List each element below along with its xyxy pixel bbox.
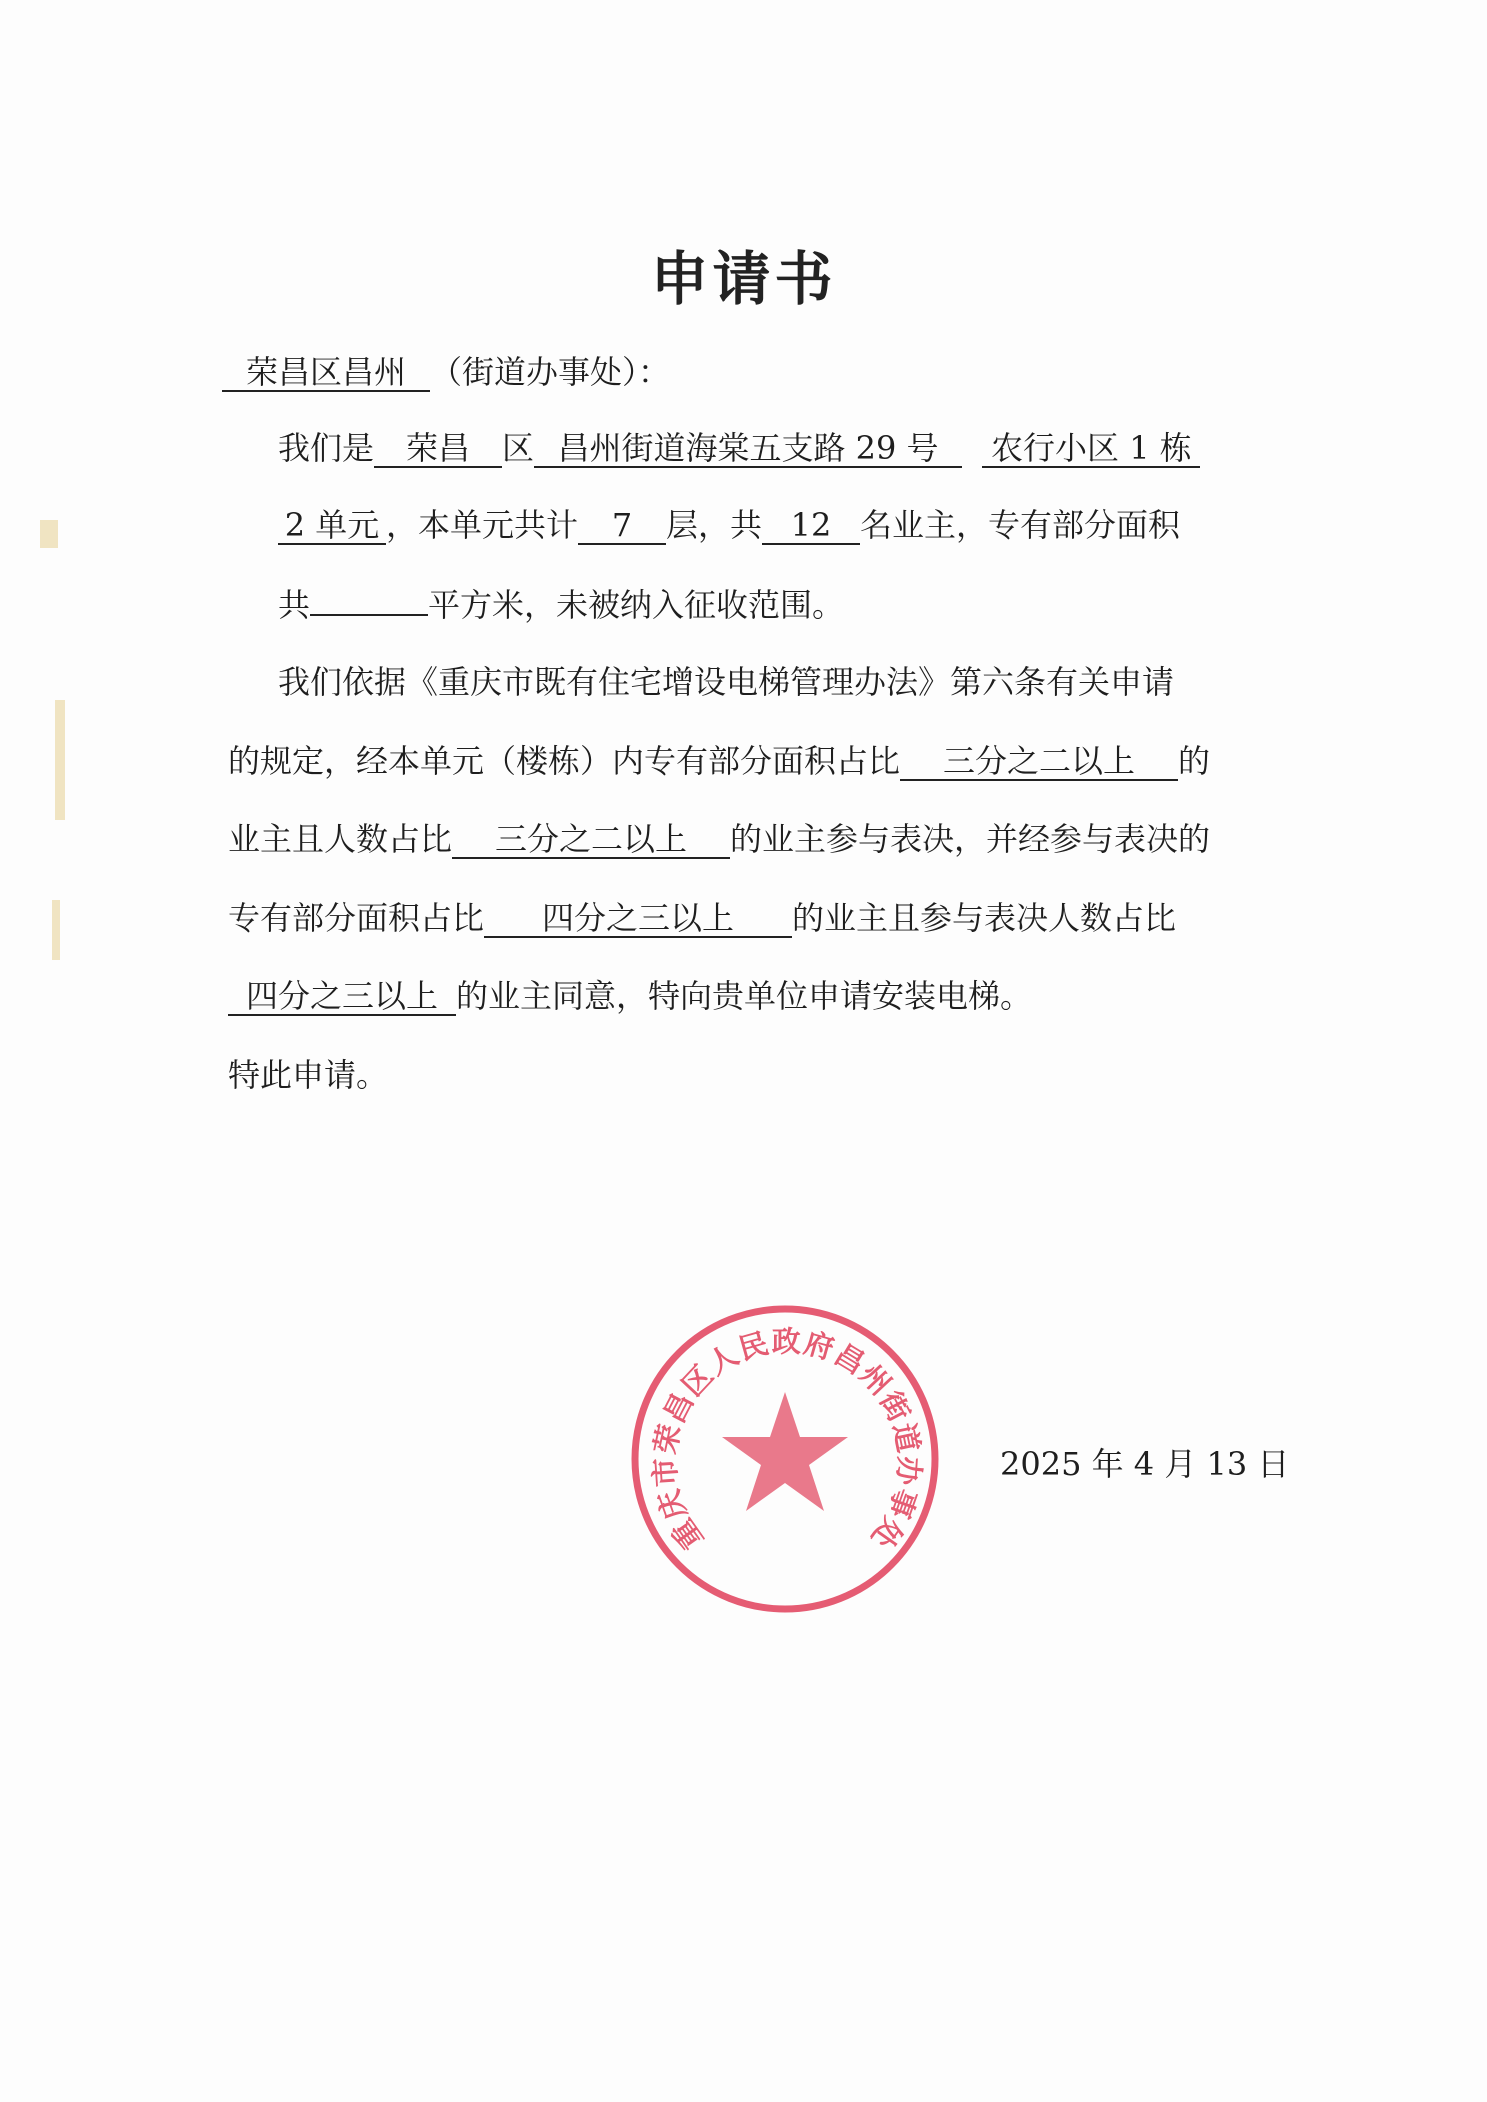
community-field: 农行小区 1 栋 xyxy=(982,430,1200,468)
p2-line3-prefix: 业主且人数占比 xyxy=(228,820,453,858)
p1-prefix: 我们是 xyxy=(278,429,375,467)
paragraph1-line1 xyxy=(278,428,1200,468)
addressee-suffix: （街道办事处）： xyxy=(430,353,671,391)
vote-people-ratio-field: 四分之三以上 xyxy=(228,978,456,1016)
area-prefix: 共 xyxy=(278,586,311,624)
paragraph1-line2 xyxy=(278,505,1180,545)
document-date: 2025 年 4 月 13 日 xyxy=(1000,1445,1290,1483)
paragraph2-line4 xyxy=(228,898,1176,938)
people-ratio-field: 三分之二以上 xyxy=(452,821,730,859)
addressee-name: 荣昌区昌州 xyxy=(222,354,430,392)
area-suffix: 平方米，未被纳入征收范围。 xyxy=(428,586,845,624)
paragraph2-line2 xyxy=(228,741,1210,781)
document-title: 申请书 xyxy=(650,245,837,313)
district-field: 荣昌 xyxy=(374,430,502,468)
scan-speck xyxy=(55,700,65,820)
area-ratio-field: 三分之二以上 xyxy=(900,743,1178,781)
vote-area-ratio-field: 四分之三以上 xyxy=(484,900,792,938)
closing-line: 特此申请。 xyxy=(228,1056,389,1094)
p2-line2-suffix: 的 xyxy=(1178,742,1211,780)
paragraph2-line3 xyxy=(228,819,1210,859)
scan-speck xyxy=(40,520,58,548)
paragraph1-line3 xyxy=(278,585,844,625)
owners-suffix: 名业主，专有部分面积 xyxy=(860,506,1181,544)
paragraph2-line5 xyxy=(228,976,1032,1016)
p2-line2-prefix: 的规定，经本单元（楼栋）内专有部分面积占比 xyxy=(228,742,901,780)
seal-star-icon xyxy=(722,1392,848,1511)
official-seal xyxy=(628,1302,942,1616)
paragraph2-line1 xyxy=(278,662,1174,702)
district-suffix: 区 xyxy=(502,429,535,467)
unit-field: 2 单元 xyxy=(278,507,386,545)
p2-line4-prefix: 专有部分面积占比 xyxy=(228,899,485,937)
floors-field: 7 xyxy=(578,507,666,545)
p2-line3-suffix: 的业主参与表决，并经参与表决的 xyxy=(730,820,1211,858)
area-field xyxy=(310,614,428,616)
p2-line5-suffix: 的业主同意，特向贵单位申请安装电梯。 xyxy=(456,977,1033,1015)
p2-line1-text: 我们依据《重庆市既有住宅增设电梯管理办法》第六条有关申请 xyxy=(278,663,1175,701)
owners-field: 12 xyxy=(762,507,860,545)
scan-speck xyxy=(52,900,60,960)
street-field: 昌州街道海棠五支路 29 号 xyxy=(534,430,962,468)
addressee-line xyxy=(222,352,670,392)
p2-line4-suffix: 的业主且参与表决人数占比 xyxy=(792,899,1177,937)
seal-text: 重庆市荣昌区人民政府昌州街道办事处 xyxy=(647,1324,927,1556)
floors-prefix: ，本单元共计 xyxy=(386,506,579,544)
floors-suffix: 层，共 xyxy=(666,506,763,544)
